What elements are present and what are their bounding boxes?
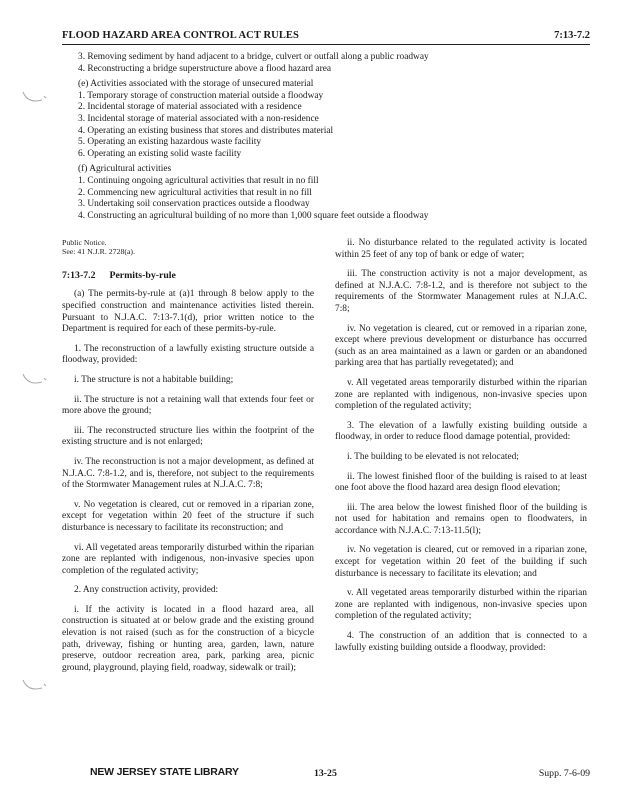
paragraph: iv. No vegetation is cleared, cut or removed in a riparian zone, except for vegetation within 20 feet of the building if such disturbance is necessary to facilitate its elevation; and <box>335 545 587 579</box>
header-section-number: 7:13-7.2 <box>554 30 590 41</box>
list-item: 1. Continuing ongoing agricultural activities that result in no fill <box>78 175 319 186</box>
list-item: 3. Undertaking soil conservation practices outside a floodway <box>78 199 310 210</box>
list-heading: (e) Activities associated with the storage of unsecured material <box>78 79 314 90</box>
right-column <box>335 238 587 662</box>
paragraph: 1. The reconstruction of a lawfully existing structure outside a floodway, provided: <box>62 343 314 366</box>
left-column <box>62 238 314 682</box>
paragraph: ii. The structure is not a retaining wall that extends four feet or more above the ground; <box>62 394 314 417</box>
list-heading: (f) Agricultural activities <box>78 164 172 175</box>
paragraph: v. All vegetated areas temporarily disturbed within the riparian zone are replanted with indigenous, non-invasive species upon completion of the regulated activity; <box>335 588 587 622</box>
binder-hole-mark <box>20 88 48 108</box>
paragraph: iii. The area below the lowest finished floor of the building is not used for habitation and remains open to floodwaters, in accordance with N.J.A.C. 7:13-11.5(l); <box>335 502 587 536</box>
paragraph: vi. All vegetated areas temporarily disturbed within the riparian zone are replanted with indigenous, non-invasive species upon completion of the regulated activity; <box>62 542 314 576</box>
paragraph: i. The structure is not a habitable building; <box>74 374 234 385</box>
paragraph: iii. The construction activity is not a major development, as defined at N.J.A.C. 7:8-1.2, and is therefore not subject to the requirements of the Stormwater Management rules at N.J.A.C. 7:8; <box>335 269 587 314</box>
paragraph: i. The building to be elevated is not relocated; <box>347 451 519 462</box>
paragraph: 3. The elevation of a lawfully existing building outside a floodway, in order to reduce flood damage potential, provided: <box>335 420 587 443</box>
binder-hole-mark <box>20 370 48 390</box>
list-item: 3. Removing sediment by hand adjacent to a bridge, culvert or outfall along a public roadway <box>78 52 429 62</box>
paragraph: iv. No vegetation is cleared, cut or removed in a riparian zone, except where previous development or disturbance has occurred (such as an area maintained as a lawn or garden or an abandoned parking area that has partially revegetated); and <box>335 323 587 369</box>
page-number: 13-25 <box>314 768 337 779</box>
supplement-date: Supp. 7-6-09 <box>538 768 590 779</box>
paragraph: v. No vegetation is cleared, cut or removed in a riparian zone, except for vegetation within 20 feet of the structure if such disturbance is necessary to facilitate its reconstruction; and <box>62 499 314 533</box>
list-item: 2. Commencing new agricultural activities that result in no fill <box>78 187 312 198</box>
binder-hole-mark <box>20 676 48 696</box>
section-heading <box>62 270 314 282</box>
list-item: 4. Operating an existing business that stores and distributes material <box>78 125 334 136</box>
list-item: 4. Reconstructing a bridge superstructure above a flood hazard area <box>78 63 332 74</box>
page-footer <box>62 766 590 782</box>
public-notice <box>62 238 314 257</box>
activity-list <box>78 52 578 222</box>
section-number: 7:13-7.2 <box>62 269 96 281</box>
paragraph: 4. The construction of an addition that is connected to a lawfully existing building outside a floodway, provided: <box>335 631 587 653</box>
header-title: FLOOD HAZARD AREA CONTROL ACT RULES <box>62 30 299 41</box>
list-item: 6. Operating an existing solid waste facility <box>78 148 242 159</box>
list-item: 2. Incidental storage of material associated with a residence <box>78 102 302 113</box>
paragraph: iv. The reconstruction is not a major development, as defined at N.J.A.C. 7:8-1.2, and is, therefore, not subject to the requirements of the Stormwater Management rules at N.J.A.C. 7:8; <box>62 456 314 491</box>
public-notice-label: Public Notice. <box>62 238 107 247</box>
public-notice-citation: See: 41 N.J.R. 2728(a). <box>62 247 135 257</box>
library-stamp: NEW JERSEY STATE LIBRARY <box>90 766 239 778</box>
list-item: 5. Operating an existing hazardous waste facility <box>78 137 262 148</box>
paragraph: ii. No disturbance related to the regulated activity is located within 25 feet of any top of bank or edge of water; <box>335 238 587 260</box>
paragraph: 2. Any construction activity, provided: <box>74 585 219 596</box>
section-title: Permits-by-rule <box>109 269 176 281</box>
paragraph: ii. The lowest finished floor of the building is raised to at least one foot above the flood hazard area design flood elevation; <box>335 471 587 494</box>
paragraph: v. All vegetated areas temporarily disturbed within the riparian zone are replanted with indigenous, non-invasive species upon completion of the regulated activity; <box>335 377 587 412</box>
running-header <box>62 30 590 45</box>
paragraph: i. If the activity is located in a flood hazard area, all construction is situated at or below grade and the existing ground elevation is not raised (such as for the construction of a bicycle path, driveway, fishing or hunting area, garden, lawn, nature preserve, outdoor recreation area, park, parking area, picnic ground, playground, playing field, roadway, sidewalk or trail); <box>62 604 314 673</box>
list-item: 1. Temporary storage of construction material outside a floodway <box>78 90 324 101</box>
paragraph: iii. The reconstructed structure lies within the footprint of the existing structure and is not enlarged; <box>62 425 314 448</box>
list-item: 4. Constructing an agricultural building of no more than 1,000 square feet outside a floodway <box>78 210 429 221</box>
paragraph: (a) The permits-by-rule at (a)1 through 8 below apply to the specified construction and maintenance activities listed therein. Pursuant to N.J.A.C. 7:13-7.1(d), prior written notice to the Department is required for each of these permits-by-rule. <box>62 289 314 335</box>
list-item: 3. Incidental storage of material associated with a non-residence <box>78 113 319 124</box>
